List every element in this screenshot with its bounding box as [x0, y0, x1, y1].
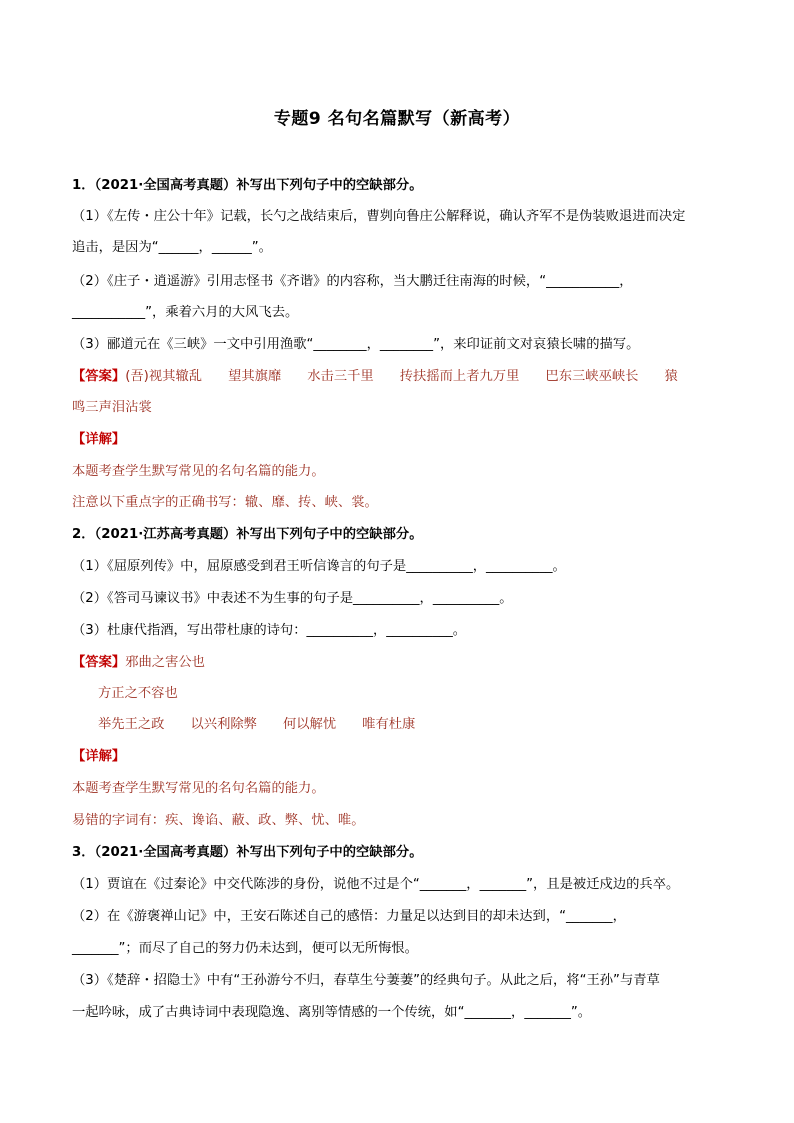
question-1-part-2-cont: ___________”，乘着六月的大风飞去。: [72, 305, 299, 320]
question-2-detail-2: 易错的字词有：疾、谗谄、蔽、政、弊、忧、唯。: [72, 813, 365, 828]
question-1-part-3: （3）郦道元在《三峡》一文中引用渔歌“________，________”，来印证前文对哀猿长啸的描写。: [72, 337, 640, 352]
question-2-part-1: （1）《屈原列传》中，屈原感受到君王听信谗言的句子是__________，__________。: [72, 559, 566, 574]
answer-tag: 【答案】: [72, 369, 126, 384]
question-3-part-3-cont: 一起吟咏，成了古典诗词中表现隐逸、离别等情感的一个传统，如“_______，_______”。: [72, 1005, 592, 1020]
question-3-part-3: （3）《楚辞・招隐士》中有“王孙游兮不归，春草生兮萋萋”的经典句子。从此之后，将“王孙”与青草: [72, 973, 660, 988]
question-1-header: 1．（2021·全国高考真题）补写出下列句子中的空缺部分。: [72, 178, 423, 193]
answer-item: 以兴利除弊: [190, 717, 257, 732]
answer-item: 唯有杜康: [362, 717, 416, 732]
question-3-part-2-cont: _______”；而尽了自己的努力仍未达到，便可以无所悔恨。: [72, 941, 418, 956]
question-1-part-1: （1）《左传・庄公十年》记载，长勺之战结束后，曹刿向鲁庄公解释说，确认齐军不是伪装败退进而决定: [72, 209, 686, 224]
answer-item: 何以解忧: [282, 717, 337, 732]
question-1-detail-2: 注意以下重点字的正确书写：辙、靡、抟、峡、裳。: [72, 495, 378, 510]
answer-item: 举先王之政: [98, 717, 165, 732]
answer-item: 抟扶摇而上者九万里: [399, 369, 520, 384]
question-1-answer-cont: 鸣三声泪沾裳: [72, 400, 152, 415]
question-2-part-3: （3）杜康代指酒，写出带杜康的诗句：__________，__________。: [72, 623, 467, 638]
answer-tag: 【答案】: [72, 655, 126, 670]
question-1-detail-tag: 【详解】: [72, 432, 126, 447]
answer-item: 巴东三峡巫峡长: [545, 369, 639, 384]
question-3-part-1: （1）贾谊在《过秦论》中交代陈涉的身份，说他不过是个“_______，_______”，且是被迁戍边的兵卒。: [72, 877, 680, 892]
answer-item: 水击三千里: [307, 369, 374, 384]
question-2-detail-tag: 【详解】: [72, 749, 126, 764]
question-2-header: 2．（2021·江苏高考真题）补写出下列句子中的空缺部分。: [72, 527, 423, 542]
page-title: 专题9 名句名篇默写（新高考）: [273, 109, 521, 129]
question-2-detail-1: 本题考查学生默写常见的名句名篇的能力。: [72, 781, 325, 796]
question-2-answer: [72, 653, 732, 673]
answer-item: 望其旗靡: [228, 369, 282, 384]
question-1-answer: [72, 367, 732, 387]
question-3-header: 3．（2021·全国高考真题）补写出下列句子中的空缺部分。: [72, 845, 423, 860]
question-3-part-2: （2）在《游褒禅山记》中，王安石陈述自己的感悟：力量足以达到目的却未达到，“_______，: [72, 909, 626, 924]
answer-item: 猿: [664, 369, 678, 384]
question-1-detail-1: 本题考查学生默写常见的名句名篇的能力。: [72, 464, 325, 479]
question-1-part-2: （2）《庄子・逍遥游》引用志怪书《齐谐》的内容称，当大鹏迁往南海的时候，“___________，: [72, 274, 633, 289]
question-2-part-2: （2）《答司马谏议书》中表述不为生事的句子是__________，__________。: [72, 591, 513, 606]
question-2-answer-line-2: 方正之不容也: [98, 686, 178, 701]
answer-item: (吾)视其辙乱: [125, 369, 203, 384]
answer-item: 邪曲之害公也: [125, 655, 205, 670]
question-1-part-1-cont: 追击，是因为“______，______”。: [72, 240, 272, 255]
question-2-answer-line-3: [72, 715, 758, 735]
